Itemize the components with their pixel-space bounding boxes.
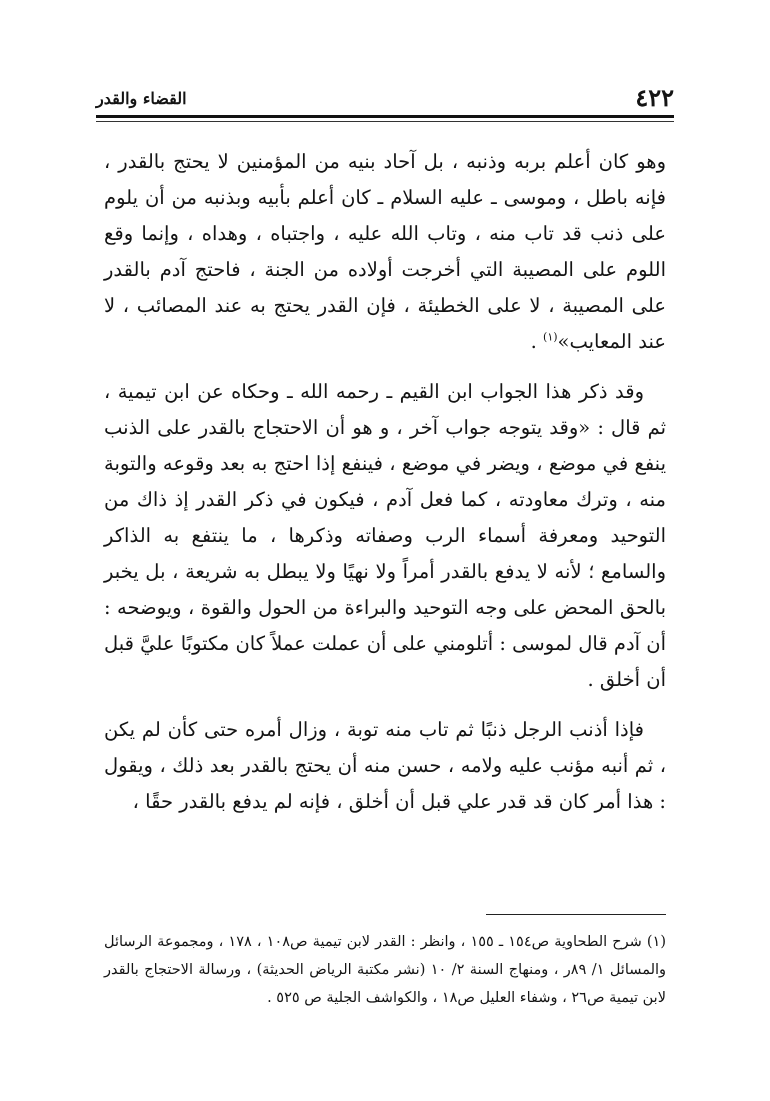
footnotes	[104, 928, 666, 1012]
footnote-text: (١) شرح الطحاوية ص١٥٤ ـ ١٥٥ ، وانظر : القدر لابن تيمية ص١٠٨ ، ١٧٨ ، ومجموعة الرسائل والمسائل ١/ ٨٩ر ، ومنهاج السنة ٢/ ١٠ (نشر مكتبة الرياض الحديثة) ، ورسالة الاحتجاج بالقدر لابن تيمية ص٢٦ ، وشفاء العليل ص١٨ ، والكواشف الجلية ص ٥٢٥ .	[104, 934, 667, 1006]
header-rule-thick	[96, 115, 674, 118]
paragraph-text: وهو كان أعلم بربه وذنبه ، بل آحاد بنيه من المؤمنين لا يحتج بالقدر ، فإنه باطل ، وموسى ـ عليه السلام ـ كان أعلم بأبيه وبذنبه من أن يلوم على ذنب قد تاب منه ، وتاب الله عليه ، واجتباه ، وهداه ، وإنما وقع اللوم على المصيبة التي أخرجت أولاده من الجنة ، فاحتج آدم بالقدر على المصيبة ، لا على الخطيئة ، فإن القدر يحتج به عند المصائب ، لا عند المعايب»	[104, 150, 666, 353]
paragraph	[104, 144, 666, 360]
running-title: القضاء والقدر	[96, 89, 187, 108]
paragraph	[104, 712, 666, 820]
footnote-reference: (١)	[543, 330, 558, 344]
paragraph-text: فإذا أذنب الرجل ذنبًا ثم تاب منه توبة ، وزال أمره حتى كأن لم يكن ، ثم أنبه مؤنب عليه ولامه ، حسن منه أن يحتج بالقدر بعد ذلك ، ويقول : هذا أمر كان قد قدر علي قبل أن أخلق ، فإنه لم يدفع بالقدر حقًا ،	[104, 718, 666, 813]
paragraph-end: .	[530, 330, 544, 353]
paragraph-text: وقد ذكر هذا الجواب ابن القيم ـ رحمه الله ـ وحكاه عن ابن تيمية ، ثم قال : «وقد يتوجه جواب آخر ، و هو أن الاحتجاج بالقدر على الذنب ينفع في موضع ، ويضر في موضع ، فينفع إذا احتج به بعد وقوعه والتوبة منه ، وترك معاودته ، كما فعل آدم ، فيكون في ذكر القدر إذ ذاك من التوحيد ومعرفة أسماء الرب وصفاته وذكرها ، ما ينتفع به الذاكر والسامع ؛ لأنه لا يدفع بالقدر أمراً ولا نهيًا ولا يبطل به شريعة ، بل يخبر بالحق المحض على وجه التوحيد والبراءة من الحول والقوة ، ويوضحه : أن آدم قال لموسى : أتلومني على أن عملت عملاً كان مكتوبًا عليَّ قبل أن أخلق .	[104, 380, 666, 691]
page-header	[96, 84, 674, 114]
page-number: ٤٢٢	[635, 83, 674, 112]
header-rule-thin	[96, 121, 674, 122]
footnote-separator	[486, 914, 666, 915]
main-text	[104, 144, 666, 820]
paragraph	[104, 374, 666, 698]
